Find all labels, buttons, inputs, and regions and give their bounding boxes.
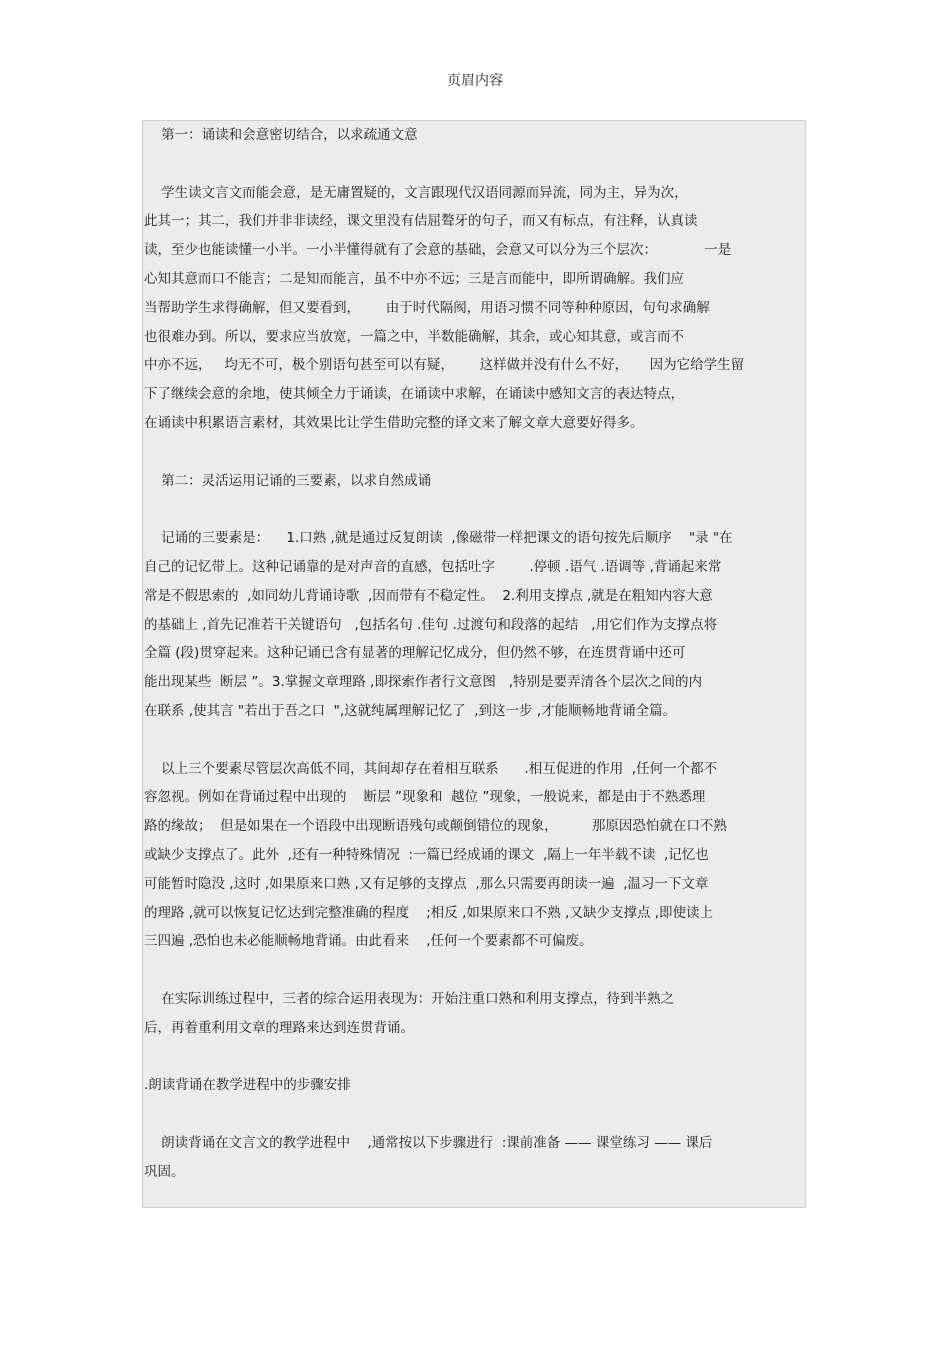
text-line: 或缺少支撑点了。此外 ,还有一种特殊情况 :一篇已经成诵的课文 ,隔上一年半载不读 ,记忆也 (144, 847, 709, 863)
text-line: 在实际训练过程中，三者的综合运用表现为：开始注重口熟和利用支撑点，待到半熟之 (144, 991, 675, 1007)
text-line: 当帮助学生求得确解，但又要看到， 由于时代隔阂，用语习惯不同等种种原因，句句求确解 (144, 299, 710, 316)
document-body (142, 120, 806, 1208)
text-line: 后，再着重利用文章的理路来达到连贯背诵。 (144, 1019, 414, 1036)
text-line: 第二：灵活运用记诵的三要素，以求自然成诵 (144, 472, 432, 489)
text-line: .朗读背诵在教学进程中的步骤安排 (144, 1077, 351, 1094)
text-line: 心知其意而口不能言；二是知而能言，虽不中亦不远；三是言而能中，即所谓确解。我们应 (144, 271, 684, 287)
text-line: 第一：诵读和会意密切结合，以求疏通文意 (144, 127, 418, 143)
text-line: 能出现某些 断层 ”。3.掌握文章理路 ,即探索作者行文意图 ,特别是要弄清各个层次之间的内 (144, 674, 702, 691)
text-line: 在联系 ,使其言 "若出于吾之口 ",这就纯属理解记忆了 ,到这一步 ,才能顺畅地背诵全篇。 (144, 703, 677, 719)
page-header: 页眉内容 (447, 73, 503, 89)
text-line: 也很难办到。所以，要求应当放宽，一篇之中，半数能确解，其余，或心知其意，或言而不 (144, 328, 684, 345)
text-line: 常是不假思索的 ,如同幼儿背诵诗歌 ,因而带有不稳定性。 2.利用支撑点 ,就是在粗知内容大意 (144, 587, 713, 604)
text-line: 以上三个要素尽管层次高低不同，其间却存在着相互联系 .相互促进的作用 ,任何一个都不 (144, 760, 718, 777)
text-line: 读，至少也能读懂一小半。一小半懂得就有了会意的基础，会意又可以分为三个层次： 一是 (144, 242, 732, 259)
text-line: 路的缘故； 但是如果在一个语段中出现断语残句或颠倒错位的现象， 那原因恐怕就在口不熟 (144, 818, 727, 835)
text-line: 朗读背诵在文言文的教学进程中 ,通常按以下步骤进行 :课前准备 —— 课堂练习 —— 课后 (144, 1135, 713, 1151)
text-line: 学生读文言文而能会意，是无庸置疑的，文言跟现代汉语同源而异流，同为主，异为次， (144, 184, 688, 201)
text-line: 全篇 (段)贯穿起来。这种记诵已含有显著的理解记忆成分，但仍然不够，在连贯背诵中还可 (144, 645, 686, 662)
text-line: 下了继续会意的余地，使其倾全力于诵读，在诵读中求解，在诵读中感知文言的表达特点， (144, 386, 684, 403)
text-line: 的基础上 ,首先记准若干关键语句 ,包括名句 .佳句 .过渡句和段落的起结 ,用它们作为支撑点将 (144, 616, 718, 633)
text-line: 中亦不远， 均无不可，极个别语句甚至可以有疑， 这样做并没有什么不好， 因为它给学生留 (144, 357, 745, 374)
text-line: 巩固。 (144, 1163, 185, 1180)
text-line: 此其一；其二，我们并非非读经，课文里没有佶屈聱牙的句子，而又有标点，有注释，认真读 (144, 213, 698, 230)
text-line: 可能暂时隐没 ,这时 ,如果原来口熟 ,又有足够的支撑点 ,那么只需要再朗读一遍 ,温习一下文章 (144, 875, 709, 892)
text-line: 自己的记忆带上。这种记诵靠的是对声音的直感，包括吐字 .停顿 .语气 .语调等 ,背诵起来常 (144, 559, 722, 575)
text-line: 在诵读中积累语言素材，其效果比让学生借助完整的译文来了解文章大意要好得多。 (144, 415, 644, 431)
text-line: 三四遍 ,恐怕也未必能顺畅地背诵。由此看来 ,任何一个要素都不可偏废。 (144, 933, 593, 950)
text-line: 容忽视。例如在背诵过程中出现的 断层 ”现象和 越位 ”现象，一般说来，都是由于不熟悉理 (144, 789, 706, 806)
text-line: 记诵的三要素是： 1.口熟 ,就是通过反复朗读 ,像磁带一样把课文的语句按先后顺序 "录 "在 (144, 530, 733, 547)
text-line: 的理路 ,就可以恢复记忆达到完整准确的程度 ;相反 ,如果原来口不熟 ,又缺少支撑点 ,即使读上 (144, 904, 714, 921)
